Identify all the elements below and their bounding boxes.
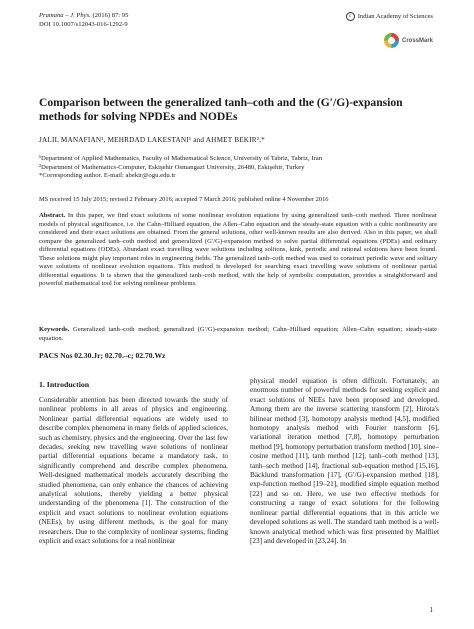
publisher-header <box>346 12 433 21</box>
doi: DOI 10.1007/s12043-016-1292-9 <box>39 20 128 28</box>
page-number: 1 <box>429 606 433 614</box>
received-dates: MS received 15 July 2015; revised 2 February 2016; accepted 7 March 2016; published online 4 November 2016 <box>39 196 329 203</box>
pacs-numbers: PACS Nos 02.30.Jr; 02.70.–c; 02.70.Wz <box>39 351 166 360</box>
abstract-text: In this paper, we find exact solutions of some nonlinear evolution equations by using generalized tanh–coth method. Three nonlinear models of physical significance, i.e. the Cahn–Hilliard equation, the Allen–Cahn equation and the steady-state equation with a cubic nonlinearity are considered and their exact solutions are obtained. From the general solutions, other well-known results are also derived. Also in this paper, we shall compare the generalized tanh–coth method and generalized (G′/G)-expansion method to solve partial differential equations (PDEs) and ordinary differential equations (ODEs). Abundant exact travelling wave solutions including solitons, kink, periodic and rational solutions have been found. These solutions might play important roles in engineering fields. The generalized tanh–coth method was used to construct periodic wave and solitary wave solutions of nonlinear evolution equations. This method is developed for searching exact travelling wave solutions of nonlinear partial differential equations. It is shown that the generalized tanh–coth method, with the help of symbolic computation, provides a straightforward and powerful mathematical tool for solving nonlinear problems. <box>39 212 438 288</box>
crossmark-badge[interactable] <box>384 33 433 48</box>
journal-header <box>39 12 128 29</box>
section-heading: 1. Introduction <box>39 380 90 389</box>
keywords <box>39 326 437 343</box>
affiliations <box>39 155 439 181</box>
abstract-label: Abstract. <box>39 212 66 219</box>
corresponding-author: *Corresponding author. E-mail: abekir@ogu.edu.tr <box>39 172 176 180</box>
volume-info: (2016) 87: 95 <box>92 12 129 19</box>
keywords-text: Generalized tanh–coth method; generalized (G′/G)-expansion method; Cahn–Hilliard equation; Allen–Cahn equation; steady-state equation. <box>39 326 438 342</box>
crossmark-label: CrossMark <box>401 37 433 44</box>
crossmark-icon <box>384 33 399 48</box>
journal-name: Pramana – J. Phys. <box>39 12 91 19</box>
copyright-icon: c <box>346 12 355 21</box>
affiliation-2: ²Department of Mathematics-Computer, Eskişehir Osmangazi University, 26480, Eskişehir, Turkey <box>39 163 305 171</box>
abstract <box>39 212 437 289</box>
keywords-label: Keywords. <box>39 326 70 333</box>
publisher-name: Indian Academy of Sciences <box>357 13 433 20</box>
body-column-right: physical model equation is often difficult. Fortunately, an enormous number of powerful methods for seeking explicit and exact solutions of NEEs have been proposed and developed. Among them are the inverse scattering transform [2], Hirota's bilinear method [3], homotopy analysis method [4,5], modified homotopy analysis method with Fourier transform [6], variational iteration method [7,8], homotopy perturbation method [9], homotopy perturbation transform method [10], sine–cosine method [11], tanh method [12], tanh–coth method [13], tanh–sech method [14], fractional sub-equation method [15,16], Bäcklund transformation [17], (G′/G)-expansion method [18], exp-function method [19–21], modified simple equation method [22] and so on. Here, we use two effective methods for constructing a range of exact solutions for the following nonlinear partial differential equations that in this article we developed solutions as well. The standard tanh method is a well-known analytical method which was first presented by Malfliet [23] and developed in [23,24]. In <box>250 377 439 545</box>
affiliation-1: ¹Department of Applied Mathematics, Faculty of Mathematical Science, University of Tabriz, Tabriz, Iran <box>39 155 323 162</box>
author-list: JALIL MANAFIAN¹, MEHRDAD LAKESTANI¹ and AHMET BEKIR²,* <box>39 136 265 144</box>
article-title: Comparison between the generalized tanh–coth and the (G′/G)-expansion methods for solving NPDEs and NODEs <box>39 96 403 123</box>
body-column-left: Considerable attention has been directed towards the study of nonlinear problems in all areas of physics and engineering. Nonlinear partial differential equations are widely used to describe complex phenomena in many fields of applied sciences, such as chemistry, physics and the engineering. Over the last few decades, seeking new travelling wave solutions of nonlinear partial differential equations became a mandatory task, to significantly comprehend and describe complex phenomena. Well-designed mathematical models accurately describing the studied phenomena, can only enhance the chances of achieving analytical solutions, thereby yielding a better physical understanding of the phenomena [1]. The construction of the explicit and exact solutions to nonlinear evolution equations (NEEs), by using different methods, is the goal for many researchers. Due to the complexity of nonlinear systems, finding explicit and exact solutions for a real nonlinear <box>39 396 228 546</box>
